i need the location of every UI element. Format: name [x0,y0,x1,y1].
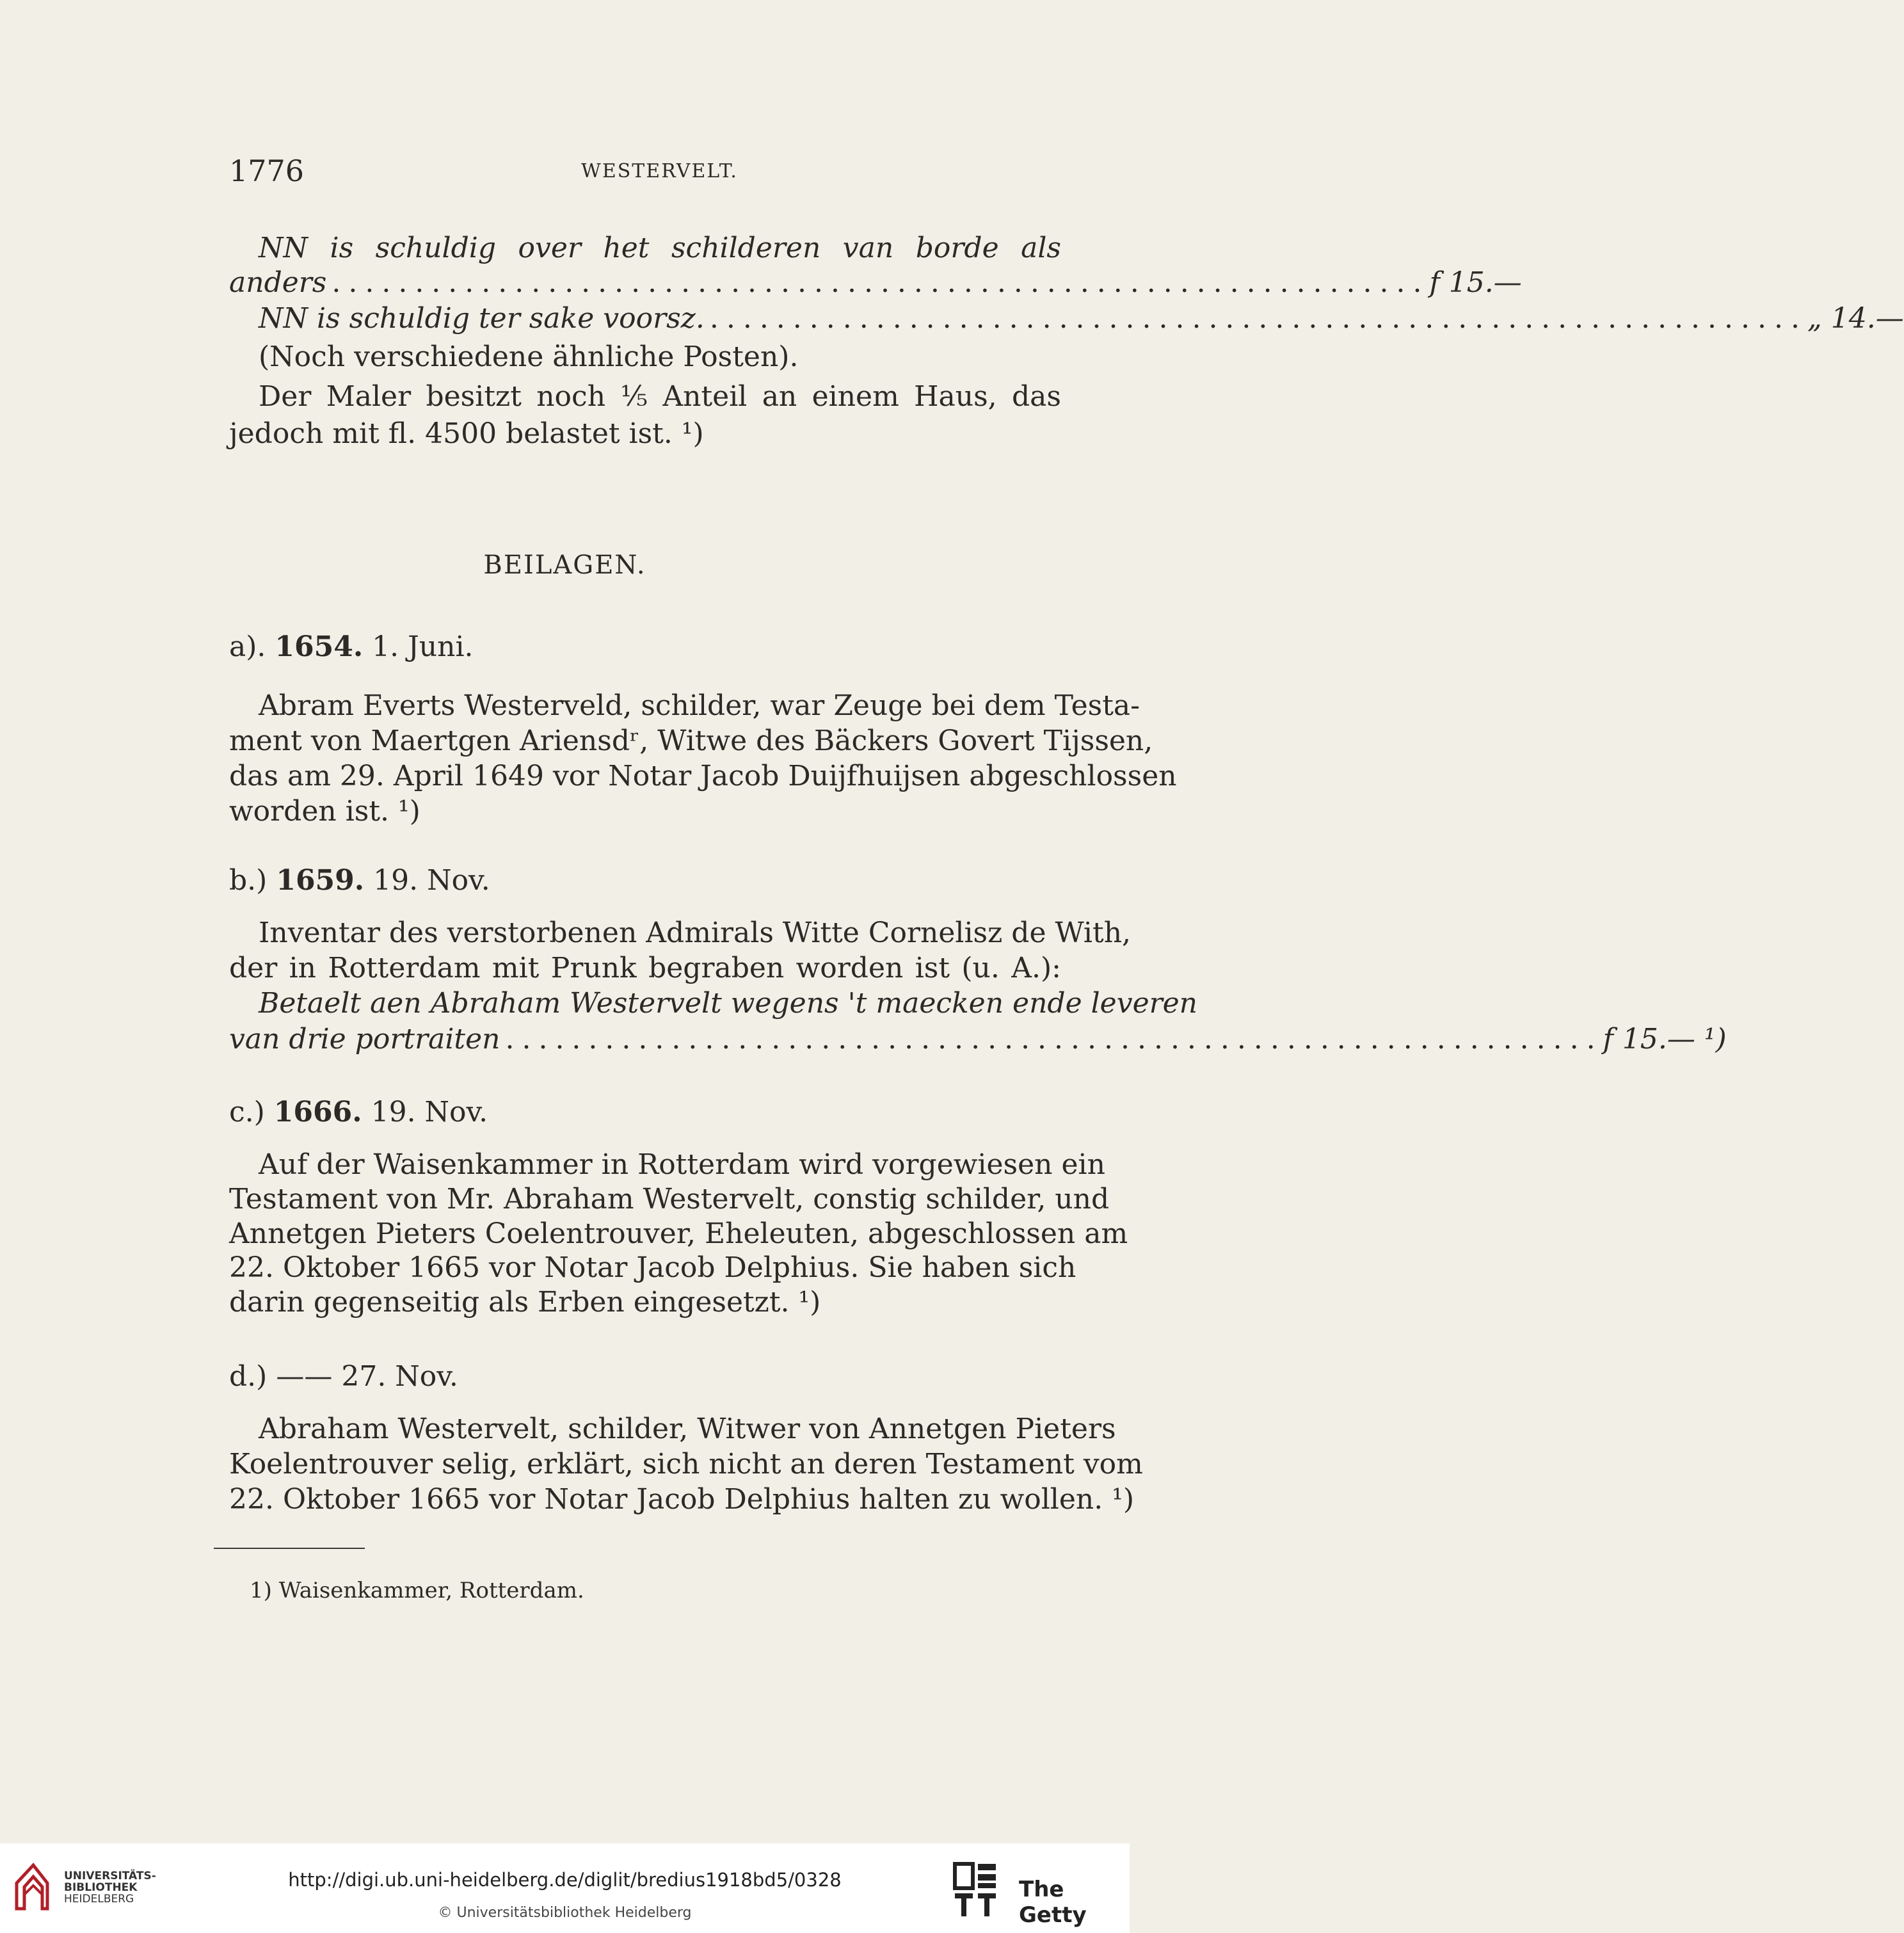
entry-date: 1. Juni. [372,630,474,663]
page-number: 1776 [229,154,305,188]
text-line: ment von Maertgen Ariensdʳ, Witwe des Bäckers Govert Tijssen, [229,725,1153,757]
entry-date: 27. Nov. [341,1360,458,1393]
page-header [229,154,1061,192]
text-line: NN is schuldig over het schilderen van borde als [259,232,1061,264]
text-line: Abraham Westervelt, schilder, Witwer von Annetgen Pieters [259,1413,1116,1445]
entry-date: 19. Nov. [371,1096,488,1128]
running-title: WESTERVELT. [581,160,738,182]
text-line: darin gegenseitig als Erben eingesetzt. ¹) [229,1286,821,1319]
entry-label: d.) [229,1360,268,1393]
library-line: UNIVERSITÄTS- [64,1870,156,1882]
dot-leader: .................................................................. [332,266,1430,299]
text-line: Inventar des verstorbenen Admirals Witte Cornelisz de With, [259,917,1132,949]
text-line: der in Rotterdam mit Prunk begraben worden ist (u. A.): [229,952,1061,984]
amount: f 15.— [1429,266,1522,299]
text-line [229,265,1522,301]
copyright-notice: © Universitätsbibliothek Heidelberg [438,1905,692,1921]
entry-heading [229,864,490,897]
text-line: 22. Oktober 1665 vor Notar Jacob Delphius. Sie haben sich [229,1251,1076,1284]
entry-label: c.) [229,1096,265,1128]
entry-year: 1654. [275,630,364,663]
entry-heading [229,630,474,663]
entry-year: 1666. [273,1096,362,1128]
dot-leader: .................................................................. [709,302,1807,335]
library-line: HEIDELBERG [64,1893,134,1905]
entry-dash: —— [276,1360,333,1393]
text-line: 22. Oktober 1665 vor Notar Jacob Delphius halten zu wollen. ¹) [229,1483,1135,1516]
amount: f 15.— ¹) [1603,1023,1727,1055]
text-line: Betaelt aen Abraham Westervelt wegens 't maecken ende leveren [259,987,1198,1020]
text-line: Auf der Waisenkammer in Rotterdam wird vorgewiesen ein [259,1148,1105,1181]
text-line: worden ist. ¹) [229,795,420,828]
entry-year: 1659. [276,864,365,897]
footnote-separator [214,1548,365,1549]
text-line: jedoch mit fl. 4500 belastet ist. ¹) [229,417,704,450]
text-line: das am 29. April 1649 vor Notar Jacob Duijfhuijsen abgeschlossen [229,760,1177,792]
text-line: Abram Everts Westerveld, schilder, war Zeuge bei dem Testa- [259,689,1140,722]
text-line: (Noch verschiedene ähnliche Posten). [259,341,799,373]
text-line: Annetgen Pieters Coelentrouver, Eheleuten, abgeschlossen am [229,1217,1128,1250]
text-line: Testament von Mr. Abraham Westervelt, constig schilder, und [229,1183,1110,1215]
text-line: Koelentrouver selig, erklärt, sich nicht an deren Testament vom [229,1448,1143,1480]
entry-date: 19. Nov. [373,864,490,897]
dot-leader: .................................................................. [505,1023,1603,1055]
line-text: anders [229,266,327,299]
section-title: BEILAGEN. [483,550,646,580]
library-line: BIBLIOTHEK [64,1881,138,1894]
source-url[interactable]: http://digi.ub.uni-heidelberg.de/diglit/bredius1918bd5/0328 [288,1869,842,1891]
amount: „ 14.— [1807,302,1904,335]
partner-name: The Getty [1019,1877,1087,1928]
footnote: 1) Waisenkammer, Rotterdam. [250,1578,584,1603]
text-line [259,301,1904,337]
getty-logo-icon [952,1861,998,1919]
entry-heading [229,1096,488,1128]
digitization-footer [0,1843,1130,1933]
line-text: van drie portraiten [229,1023,500,1055]
line-text: NN is schuldig ter sake voorsz. [259,302,705,335]
entry-label: b.) [229,864,268,897]
entry-heading [229,1360,458,1393]
text-line [229,1022,1727,1057]
text-line: Der Maler besitzt noch ⅕ Anteil an einem Haus, das [259,380,1061,413]
entry-label: a). [229,630,266,663]
